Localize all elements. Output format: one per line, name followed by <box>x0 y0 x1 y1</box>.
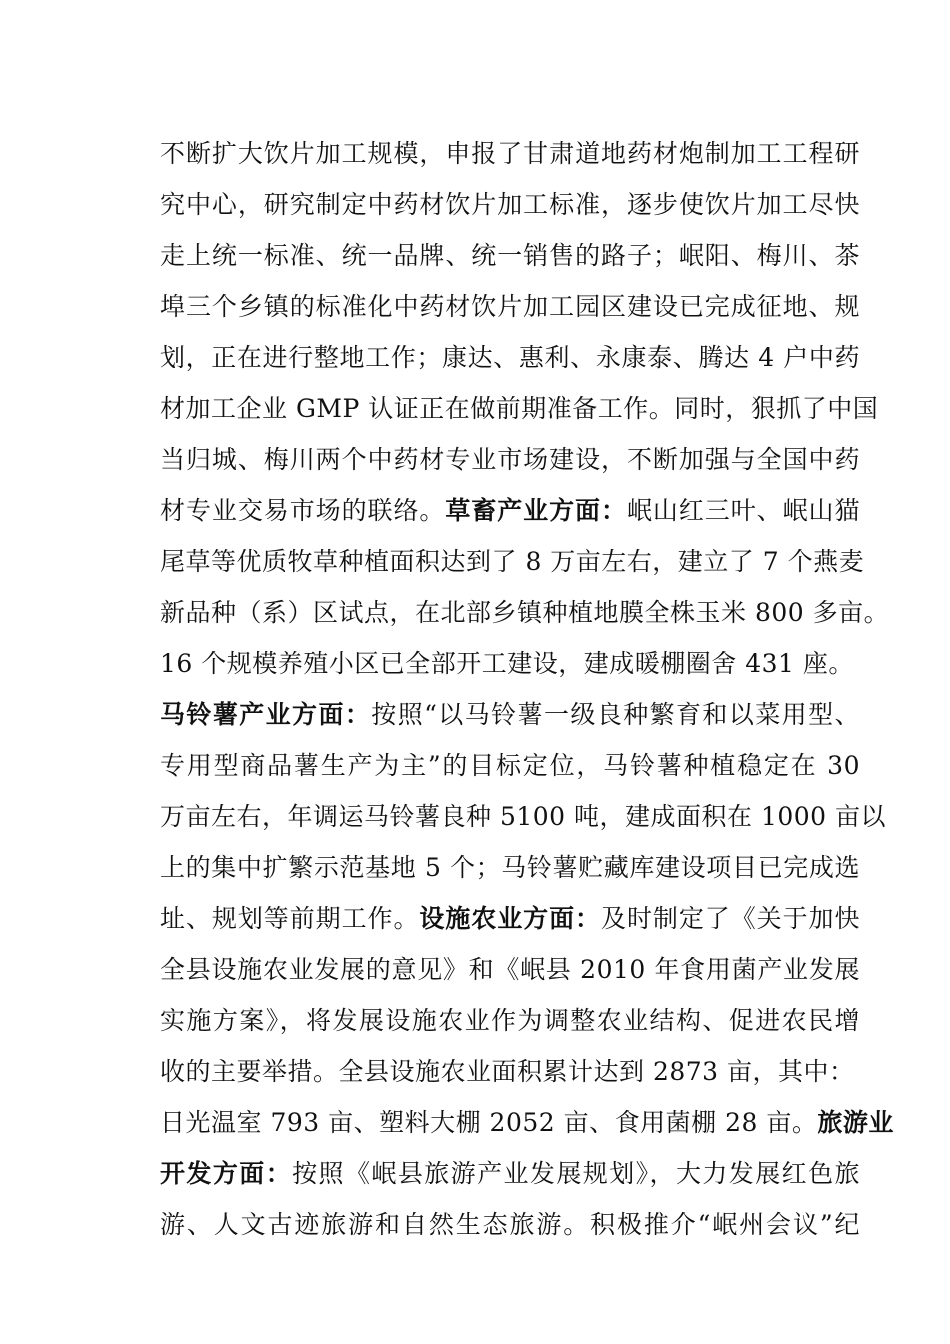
text-line <box>160 689 860 740</box>
body-text: 走上统一标准、统一品牌、统一销售的路子；岷阳、梅川、茶 <box>160 241 860 270</box>
section-heading-facility-agriculture: 设施农业方面： <box>419 904 601 933</box>
text-line <box>160 587 890 638</box>
body-text: 按照《岷县旅游产业发展规划》，大力发展红色旅 <box>292 1159 860 1188</box>
body-text: 实施方案》，将发展设施农业作为调整农业结构、促进农民增 <box>160 1006 860 1035</box>
text-line <box>160 995 860 1046</box>
text-line <box>160 383 879 434</box>
text-line <box>160 842 860 893</box>
text-line <box>160 434 860 485</box>
body-text: 及时制定了《关于加快 <box>601 904 860 933</box>
body-text: 材加工企业 GMP 认证正在做前期准备工作。同时，狠抓了中国 <box>160 394 879 423</box>
section-heading-tourism-cont: 开发方面： <box>160 1159 293 1188</box>
text-line <box>160 638 860 689</box>
text-line <box>160 332 860 383</box>
text-line <box>160 281 860 332</box>
section-heading-potato: 马铃薯产业方面： <box>160 700 372 729</box>
body-text: 埠三个乡镇的标准化中药材饮片加工园区建设已完成征地、规 <box>160 292 860 321</box>
document-body <box>160 128 894 1250</box>
text-line <box>160 485 860 536</box>
body-text: 日光温室 793 亩、塑料大棚 2052 亩、食用菌棚 28 亩。 <box>160 1108 818 1137</box>
text-line <box>160 1148 860 1199</box>
body-text: 万亩左右，年调运马铃薯良种 5100 吨，建成面积在 1000 亩以 <box>160 802 887 831</box>
body-text: 岷山红三叶、岷山猫 <box>626 496 860 525</box>
body-text: 收的主要举措。全县设施农业面积累计达到 2873 亩，其中： <box>160 1057 855 1086</box>
text-line <box>160 536 865 587</box>
text-line <box>160 128 860 179</box>
text-line <box>160 179 860 230</box>
body-text: 游、人文古迹旅游和自然生态旅游。积极推介“岷州会议”纪 <box>160 1210 860 1239</box>
text-line <box>160 791 887 842</box>
text-line <box>160 740 860 791</box>
section-heading-livestock: 草畜产业方面： <box>445 496 627 525</box>
body-text: 全县设施农业发展的意见》和《岷县 2010 年食用菌产业发展 <box>160 955 860 984</box>
body-text: 不断扩大饮片加工规模，申报了甘肃道地药材炮制加工工程研 <box>160 139 860 168</box>
body-text: 尾草等优质牧草种植面积达到了 8 万亩左右，建立了 7 个燕麦 <box>160 547 865 576</box>
body-text: 材专业交易市场的联络。 <box>160 496 446 525</box>
text-line <box>160 1199 860 1250</box>
body-text: 新品种（系）区试点，在北部乡镇种植地膜全株玉米 800 多亩。 <box>160 598 890 627</box>
body-text: 16 个规模养殖小区已全部开工建设，建成暖棚圈舍 431 座。 <box>160 649 854 678</box>
body-text: 按照“以马铃薯一级良种繁育和以菜用型、 <box>371 700 860 729</box>
body-text: 划，正在进行整地工作；康达、惠利、永康泰、腾达 4 户中药 <box>160 343 860 372</box>
text-line <box>160 1046 860 1097</box>
body-text: 专用型商品薯生产为主”的目标定位，马铃薯种植稳定在 30 <box>160 751 860 780</box>
text-line <box>160 944 860 995</box>
body-text: 当归城、梅川两个中药材专业市场建设，不断加强与全国中药 <box>160 445 860 474</box>
text-line <box>160 230 860 281</box>
body-text: 址、规划等前期工作。 <box>160 904 420 933</box>
body-text: 究中心，研究制定中药材饮片加工标准，逐步使饮片加工尽快 <box>160 190 860 219</box>
text-line <box>160 1097 894 1148</box>
body-text: 上的集中扩繁示范基地 5 个；马铃薯贮藏库建设项目已完成选 <box>160 853 860 882</box>
section-heading-tourism: 旅游业 <box>817 1108 894 1137</box>
text-line <box>160 893 860 944</box>
